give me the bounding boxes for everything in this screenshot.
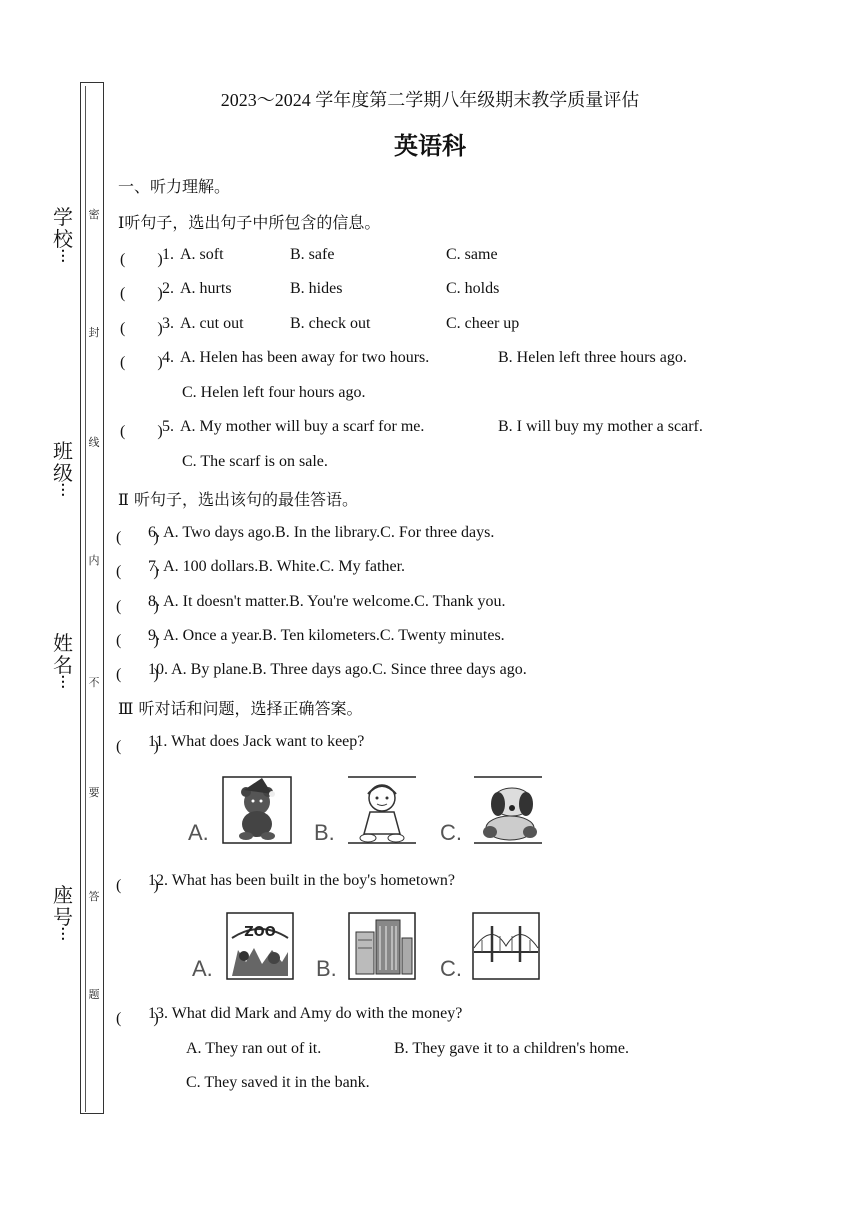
zoo-sign-text: ZOO	[244, 925, 276, 940]
seal-char: 线	[88, 436, 100, 449]
seat-dots: ⋮	[56, 926, 70, 942]
question-text: 12. What has been built in the boy's hometown?	[148, 872, 455, 889]
answer-paren[interactable]: ( )	[120, 320, 163, 337]
question-text: 13. What did Mark and Amy do with the money?	[148, 1005, 463, 1022]
option-c: C. Helen left four hours ago.	[182, 384, 366, 401]
name-field	[52, 632, 74, 688]
subject-title: 英语科	[394, 132, 466, 160]
seal-char: 内	[88, 554, 100, 567]
question-number: 2.	[162, 280, 174, 297]
option-a-label: A.	[192, 956, 213, 981]
seal-char: 封	[88, 326, 100, 339]
zoo-picture	[226, 912, 294, 980]
question-text: 6. A. Two days ago.B. In the library.C. For three days.	[148, 524, 495, 541]
option-a: A. Helen has been away for two hours.	[180, 349, 430, 366]
part-heading: 一、听力理解。	[118, 177, 231, 196]
question-text: 11. What does Jack want to keep?	[148, 733, 365, 750]
answer-paren[interactable]: ( )	[116, 563, 159, 580]
option-b-label: B.	[316, 956, 337, 981]
answer-paren[interactable]: ( )	[116, 598, 159, 615]
option-b: B. I will buy my mother a scarf.	[498, 418, 703, 435]
answer-paren[interactable]: ( )	[116, 632, 159, 649]
question-text: 7. A. 100 dollars.B. White.C. My father.	[148, 558, 406, 575]
seat-field	[52, 884, 74, 940]
school-label: 学校	[53, 205, 73, 251]
answer-paren[interactable]: ( )	[120, 354, 163, 371]
option-a: A. cut out	[180, 315, 244, 332]
option-c: C. same	[446, 246, 498, 263]
class-field	[52, 440, 74, 496]
option-b: B. hides	[290, 280, 343, 297]
option-a-label: A.	[188, 820, 209, 845]
option-b: B. Helen left three hours ago.	[498, 349, 687, 366]
answer-paren[interactable]: ( )	[116, 1010, 159, 1027]
school-field	[52, 206, 74, 262]
seal-char: 答	[88, 890, 100, 903]
option-b: B. check out	[290, 315, 371, 332]
buildings-picture	[348, 912, 416, 980]
option-b: B. safe	[290, 246, 335, 263]
answer-paren[interactable]: ( )	[120, 251, 163, 268]
answer-paren[interactable]: ( )	[116, 877, 159, 894]
teddy-bear-picture	[222, 776, 292, 844]
option-c: C. holds	[446, 280, 500, 297]
answer-paren[interactable]: ( )	[120, 285, 163, 302]
question-text: 10. A. By plane.B. Three days ago.C. Since three days ago.	[148, 661, 527, 678]
question-number: 3.	[162, 315, 174, 332]
seal-char: 不	[88, 676, 100, 689]
section1-heading: Ⅰ听句子，选出句子中所包含的信息。	[118, 213, 381, 232]
option-a: A. They ran out of it.	[186, 1040, 322, 1057]
question-number: 5.	[162, 418, 174, 435]
name-dots: ⋮	[56, 674, 70, 690]
option-b-label: B.	[314, 820, 335, 845]
option-c: C. cheer up	[446, 315, 520, 332]
option-c-label: C.	[440, 820, 462, 845]
doll-picture	[346, 776, 418, 844]
exam-title: 2023～2024 学年度第二学期八年级期末教学质量评估	[220, 90, 640, 110]
option-c-label: C.	[440, 956, 462, 981]
seal-char: 题	[88, 988, 100, 1001]
answer-paren[interactable]: ( )	[116, 738, 159, 755]
toy-dog-picture	[472, 774, 544, 846]
seat-label: 座号	[53, 883, 73, 929]
question-text: 8. A. It doesn't matter.B. You're welcome.C. Thank you.	[148, 593, 506, 610]
question-number: 4.	[162, 349, 174, 366]
school-dots: ⋮	[56, 248, 70, 264]
name-label: 姓名	[53, 631, 73, 677]
section2-heading: Ⅱ 听句子，选出该句的最佳答语。	[118, 490, 358, 509]
question-text: 9. A. Once a year.B. Ten kilometers.C. Twenty minutes.	[148, 627, 505, 644]
bridge-picture	[472, 912, 540, 980]
answer-paren[interactable]: ( )	[116, 666, 159, 683]
option-a: A. hurts	[180, 280, 232, 297]
option-a: A. soft	[180, 246, 224, 263]
question-number: 1.	[162, 246, 174, 263]
option-c: C. The scarf is on sale.	[182, 453, 328, 470]
binding-line	[85, 86, 86, 1112]
class-label: 班级	[53, 439, 73, 485]
seal-char: 要	[88, 786, 100, 799]
option-a: A. My mother will buy a scarf for me.	[180, 418, 425, 435]
class-dots: ⋮	[56, 482, 70, 498]
section3-heading: Ⅲ 听对话和问题，选择正确答案。	[118, 699, 363, 718]
option-c: C. They saved it in the bank.	[186, 1074, 370, 1091]
answer-paren[interactable]: ( )	[120, 423, 163, 440]
binding-margin	[80, 82, 104, 1114]
answer-paren[interactable]: ( )	[116, 529, 159, 546]
option-b: B. They gave it to a children's home.	[394, 1040, 629, 1057]
seal-char: 密	[88, 208, 100, 221]
